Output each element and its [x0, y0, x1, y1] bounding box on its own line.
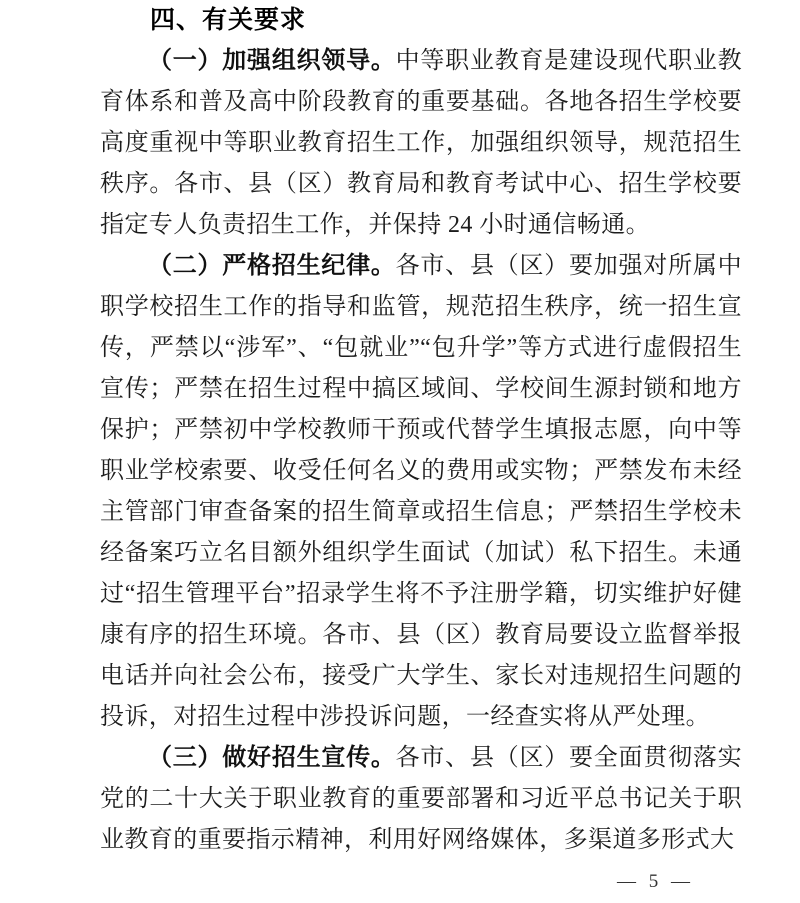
paragraph-1-lead: （一）加强组织领导。 [148, 48, 396, 74]
paragraph-2-lead: （二）严格招生纪律。 [148, 253, 396, 279]
paragraph-3-text: 各市、县（区）要全面贯彻落实党的二十大关于职业教育的重要部署和习近平总书记关于职业教育的重要指示精神，利用好网络媒体，多渠道多形式大 [100, 745, 742, 853]
paragraph-1 [100, 41, 742, 246]
page-number: — 5 — [617, 871, 694, 892]
paragraph-1-text: 中等职业教育是建设现代职业教育体系和普及高中阶段教育的重要基础。各地各招生学校要高度重视中等职业教育招生工作，加强组织领导，规范招生秩序。各市、县（区）教育局和教育考试中心、招生学校要指定专人负责招生工作，并保持 24 小时通信畅通。 [100, 48, 742, 238]
paragraph-3-lead: （三）做好招生宣传。 [148, 745, 396, 771]
paragraph-2 [100, 246, 742, 738]
section-heading: 四、有关要求 [150, 6, 307, 34]
paragraph-3 [100, 738, 742, 861]
paragraph-2-text: 各市、县（区）要加强对所属中职学校招生工作的指导和监管，规范招生秩序，统一招生宣传，严禁以“涉军”、“包就业”“包升学”等方式进行虚假招生宣传；严禁在招生过程中搞区域间、学校间生源封锁和地方保护；严禁初中学校教师干预或代替学生填报志愿，向中等职业学校索要、收受任何名义的费用或实物；严禁发布未经主管部门审查备案的招生简章或招生信息；严禁招生学校未经备案巧立名目额外组织学生面试（加试）私下招生。未通过“招生管理平台”招录学生将不予注册学籍，切实维护好健康有序的招生环境。各市、县（区）教育局要设立监督举报电话并向社会公布，接受广大学生、家长对违规招生问题的投诉，对招生过程中涉投诉问题，一经查实将从严处理。 [100, 253, 742, 730]
document-body [100, 0, 742, 861]
